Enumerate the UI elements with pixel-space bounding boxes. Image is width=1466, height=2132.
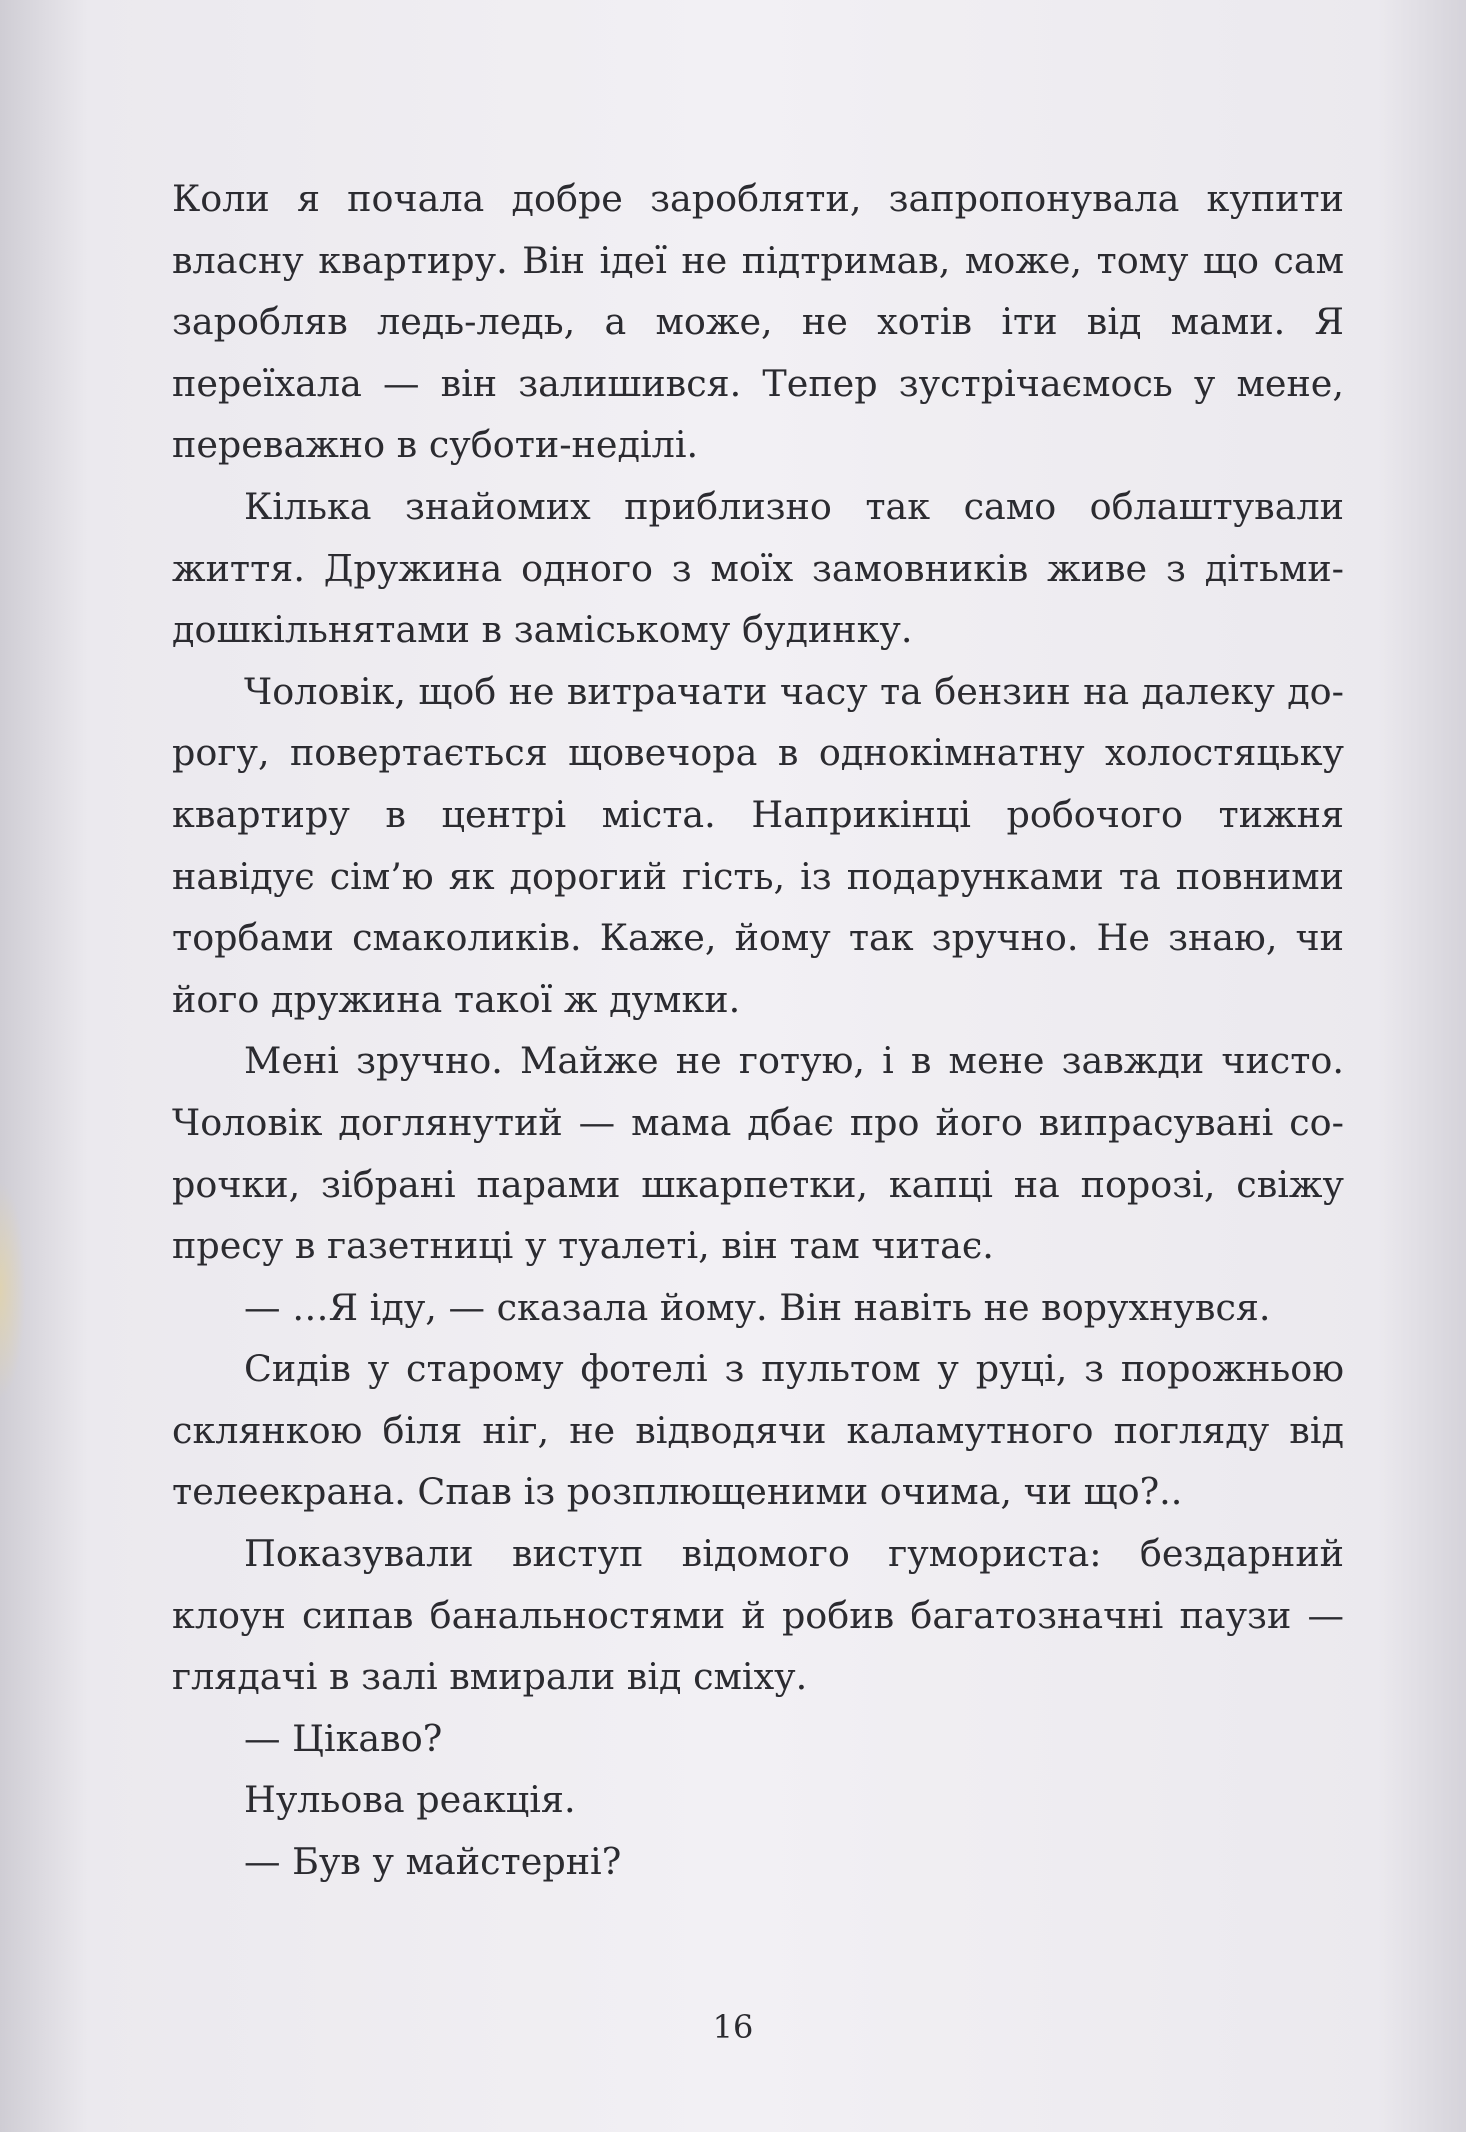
paragraph: Чоловік, щоб не витрачати часу та бензин на далеку дорогу, повертається щовечора в однокімнатну холостяцьку квартиру в центрі міста. Наприкінці робочого тижня навідує сім’ю як дорогий гість, із подарунками та повними торбами смаколиків. Каже, йому так зручно. Не знаю, чи його дружина такої ж думки. [172, 669, 1344, 1021]
paragraph: Сидів у старому фотелі з пультом у руці, з порожньою склянкою біля ніг, не відводячи каламутного погляду від телеекрана. Спав із розплющеними очима, чи що?.. [172, 1347, 1344, 1514]
page-number: 16 [712, 2008, 754, 2046]
paragraph: Мені зручно. Майже не готую, і в мене завжди чисто. Чоловік доглянутий — мама дбає про його випрасувані сорочки, зібрані парами шкарпетки, капці на порозі, свіжу пресу в газетниці у туалеті, він там читає. [172, 1039, 1344, 1268]
paragraph: Показували виступ відомого гумориста: бездарний клоун сипав банальностями й робив багатозначні паузи — глядачі в залі вмирали від сміху. [172, 1532, 1344, 1699]
paragraph: Нульова реакція. [244, 1778, 576, 1822]
paragraph: — Був у майстерні? [244, 1840, 622, 1884]
paragraph: — Цікаво? [244, 1716, 443, 1760]
paragraph: Кілька знайомих приблизно так само облаштували життя. Дружина одного з моїх замовників живе з дітьми-дошкільнятами в заміському будинку. [172, 484, 1344, 652]
body-text [172, 168, 1344, 1893]
paragraph: — …Я іду, — сказала йому. Він навіть не ворухнувся. [244, 1285, 1271, 1329]
paragraph: Коли я почала добре заробляти, запропонувала купити власну квартиру. Він ідеї не підтримав, може, тому що сам заробляв ледь-ледь, а може, не хотів іти від мами. Я переїхала — він залишився. Тепер зустрічаємось у мене, переважно в суботи-неділі. [172, 177, 1344, 467]
